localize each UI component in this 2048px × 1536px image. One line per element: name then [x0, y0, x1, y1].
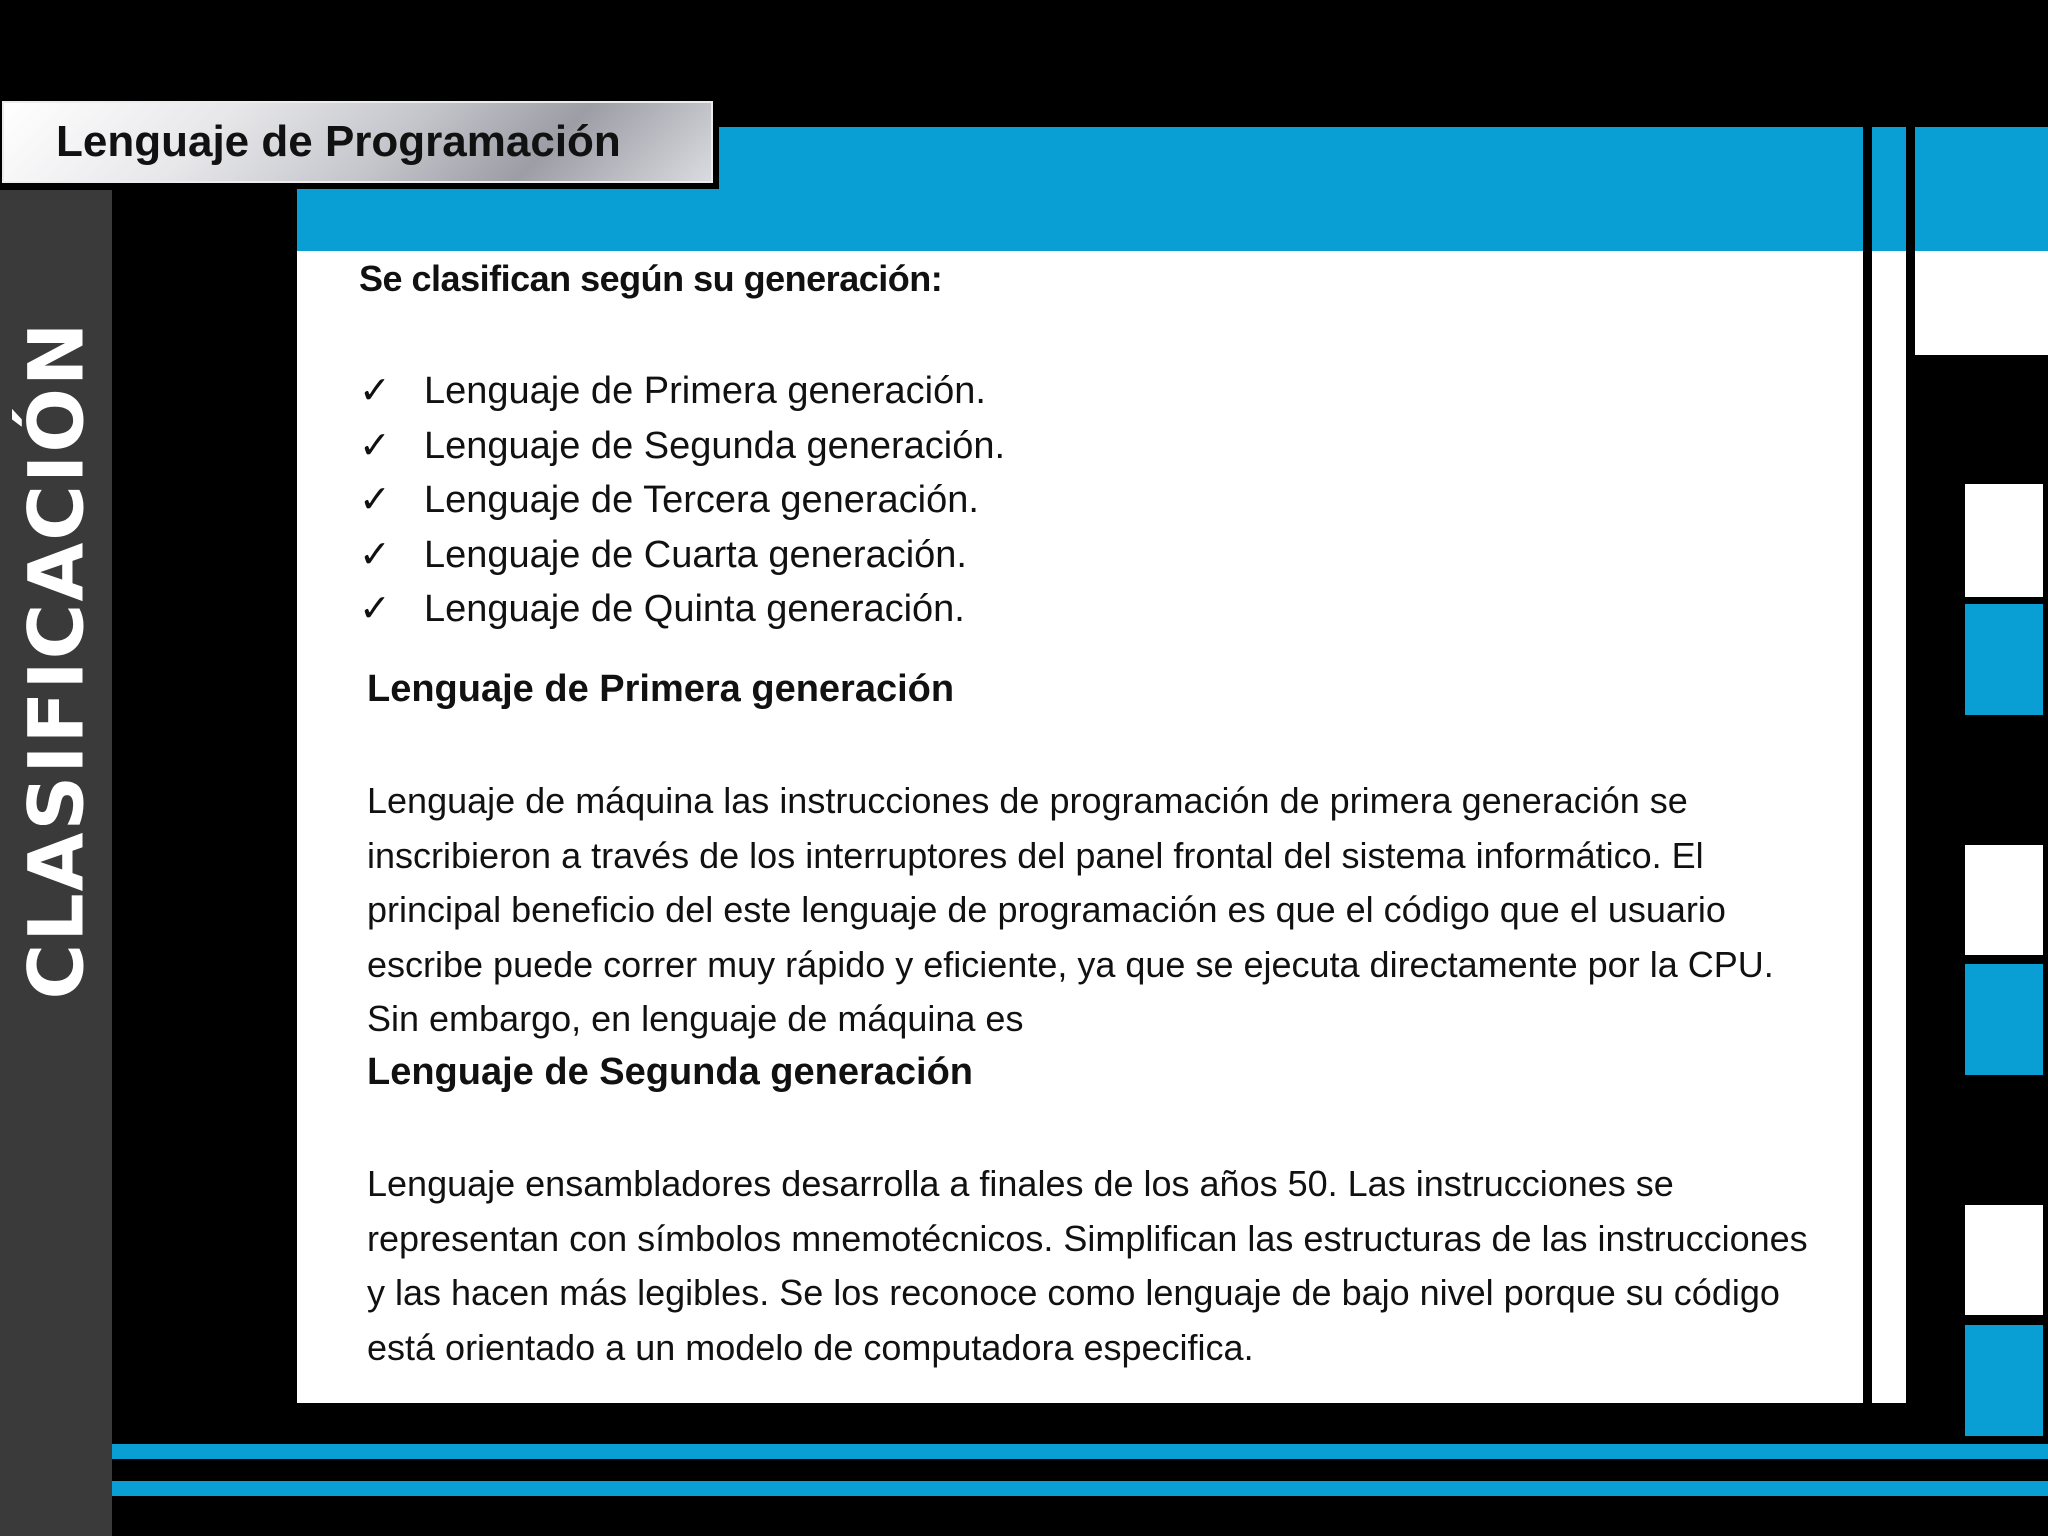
checkmark-icon: ✓: [359, 479, 391, 521]
list-item: [359, 582, 1005, 637]
checkmark-icon: ✓: [359, 424, 391, 467]
slide-title: Lenguaje de Programación: [56, 117, 621, 166]
decorative-horizontal-stripe: [0, 1481, 2048, 1496]
decorative-gap: [1872, 127, 1906, 1403]
section-text-first-generation: Lenguaje de máquina las instrucciones de programación de primera generación se inscribieron a través de los interruptores del panel frontal del sistema informático. El principal beneficio del este lenguaje de programación es que el código que el usuario escribe puede correr muy rápido y eficiente, ya que se ejecuta directamente por la CPU. Sin embargo, en lenguaje de máquina es: [367, 780, 1774, 1039]
decorative-block: [1965, 1325, 2043, 1436]
list-item: [359, 419, 1005, 474]
checkmark-icon: ✓: [359, 588, 391, 630]
list-item: [359, 528, 1005, 583]
decorative-gap-blue: [1872, 127, 1906, 251]
decorative-block: [1965, 845, 2043, 955]
intro-heading: Se clasifican según su generación:: [359, 258, 943, 299]
list-item-label: Lenguaje de Tercera generación.: [424, 479, 979, 521]
decorative-vertical-stripe: [1863, 127, 1872, 1500]
sidebar-label: CLASIFICACIÓN: [11, 320, 101, 1000]
list-item-label: Lenguaje de Primera generación.: [424, 370, 986, 412]
decorative-vertical-stripe: [1906, 127, 1915, 1500]
section-heading-second-generation: Lenguaje de Segunda generación: [367, 1051, 974, 1093]
decorative-horizontal-stripe: [0, 1444, 2048, 1459]
section-heading-first-generation: Lenguaje de Primera generación: [367, 668, 955, 710]
checkmark-icon: ✓: [359, 370, 391, 412]
decorative-right-panel: [1915, 251, 2048, 355]
title-tab: [2, 101, 713, 183]
checkmark-icon: ✓: [359, 533, 391, 576]
decorative-block: [1965, 964, 2043, 1075]
list-item-label: Lenguaje de Segunda generación.: [424, 424, 1006, 467]
section-text-second-generation: Lenguaje ensambladores desarrolla a finales de los años 50. Las instrucciones se representan con símbolos mnemotécnicos. Simplifican las estructuras de las instrucciones y las hacen más legibles. Se los reconoce como lenguaje de bajo nivel porque su código está orientado a un modelo de computadora especifica.: [367, 1163, 1808, 1368]
decorative-block: [1965, 604, 2043, 715]
decorative-right-strip: [1915, 127, 2048, 251]
decorative-block: [1965, 1205, 2043, 1315]
decorative-block: [1965, 484, 2043, 597]
list-item-label: Lenguaje de Cuarta generación.: [424, 533, 967, 576]
list-item: [359, 473, 1005, 528]
generation-list: [359, 364, 1005, 637]
list-item: [359, 364, 1005, 419]
list-item-label: Lenguaje de Quinta generación.: [424, 588, 965, 630]
